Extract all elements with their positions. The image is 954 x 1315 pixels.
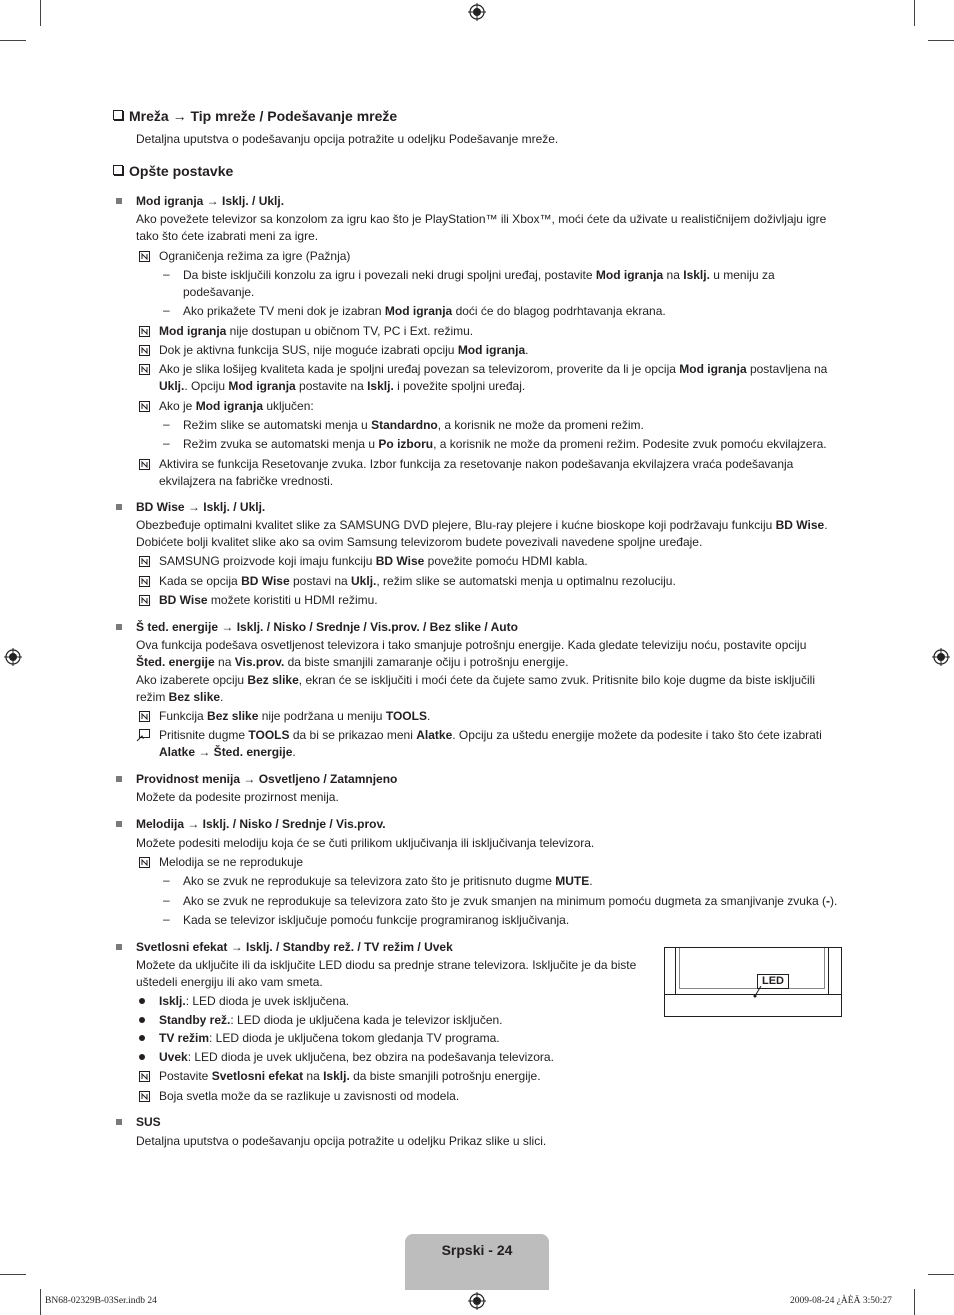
crop-mark	[0, 40, 26, 41]
note-icon	[139, 857, 150, 868]
dot-item: Isklj.: LED dioda je uvek isključena.	[159, 994, 350, 1008]
note-icon	[139, 364, 150, 375]
paragraph: Dobićete bolji kvalitet slike ako sa ovim Samsung televizorom budete povezivali navedene spoljne uređaje.	[136, 535, 703, 549]
paragraph: Ako izaberete opciju Bez slike, ekran će se isključiti i moći ćete da čujete samo zvuk. Pritisnite bilo koje dugme da biste isključili	[136, 673, 815, 687]
paragraph: tako što ćete izabrati meni za igre.	[136, 229, 319, 243]
item-heading: SUS	[136, 1115, 161, 1129]
paragraph: Detaljna uputstva o podešavanju opcija potražite u odeljku Prikaz slike u slici.	[136, 1134, 547, 1148]
square-bullet-icon	[116, 1119, 122, 1125]
dot-item: TV režim: LED dioda je uključena tokom gledanja TV programa.	[159, 1031, 500, 1045]
paragraph: režim Bez slike.	[136, 690, 224, 704]
led-label: LED	[757, 974, 789, 989]
dash-item: Da biste isključili konzolu za igru i povezali neki drugi spoljni uređaj, postavite Mod igranja na Isklj. u meniju za	[183, 268, 775, 282]
dot-item: Standby rež.: LED dioda je uključena kada je televizor isključen.	[159, 1013, 503, 1027]
paragraph: Možete da podesite prozirnost menija.	[136, 790, 339, 804]
note-text: Funkcija Bez slike nije podržana u meniju TOOLS.	[159, 709, 431, 723]
section-title: Mreža → Tip mreže / Podešavanje mreže	[113, 108, 397, 126]
checkbox-square-icon	[113, 165, 123, 175]
dash-item: Ako prikažete TV meni dok je izabran Mod igranja doći će do blagog podrhtavanja ekrana.	[183, 304, 666, 318]
dash-item: Ako se zvuk ne reprodukuje sa televizora zato što je pritisnuto dugme MUTE.	[183, 874, 593, 888]
note-icon	[139, 595, 150, 606]
dot-item: Uvek: LED dioda je uvek uključena, bez obzira na podešavanja televizora.	[159, 1050, 554, 1064]
item-heading: Š ted. energije → Isklj. / Nisko / Srednje / Vis.prov. / Bez slike / Auto	[136, 620, 518, 634]
paragraph: Možete da uključite ili da isključite LED diodu sa prednje strane televizora. Isključite je da biste	[136, 958, 637, 972]
tv-led-illustration	[664, 947, 842, 1017]
note-text: Dok je aktivna funkcija SUS, nije moguće izabrati opciju Mod igranja.	[159, 343, 529, 357]
square-bullet-icon	[116, 504, 122, 510]
registration-mark-icon	[932, 648, 950, 666]
dash-item: Ako se zvuk ne reprodukuje sa televizora zato što je zvuk smanjen na minimum pomoću dugmeta za smanjivanje zvuka (-).	[183, 894, 838, 908]
note-icon	[139, 576, 150, 587]
note-icon	[139, 459, 150, 470]
print-date-info: 2009-08-24 ¿ÀÈÄ 3:50:27	[790, 1296, 892, 1306]
dash-bullet: –	[163, 912, 170, 926]
page-number: Srpski - 24	[441, 1242, 513, 1258]
note-text: SAMSUNG proizvode koji imaju funkciju BD Wise povežite pomoću HDMI kabla.	[159, 554, 588, 568]
section-title: Opšte postavke	[113, 163, 233, 181]
note-text: Kada se opcija BD Wise postavi na Uklj., režim slike se automatski menja u optimalnu rezoluciju.	[159, 574, 676, 588]
note-text: Mod igranja nije dostupan u običnom TV, PC i Ext. režimu.	[159, 324, 474, 338]
paragraph: Ova funkcija podešava osvetljenost televizora i tako smanjuje potrošnju energije. Kada gledate televiziju noću, postavite opciju	[136, 638, 807, 652]
square-bullet-icon	[116, 624, 122, 630]
note-icon	[139, 1071, 150, 1082]
print-file-info: BN68-02329B-03Ser.indb 24	[45, 1296, 157, 1306]
square-bullet-icon	[116, 776, 122, 782]
paragraph: Šted. energije na Vis.prov. da biste smanjili zamaranje očiju i potrošnju energije.	[136, 655, 569, 669]
paragraph: Obezbeđuje optimalni kvalitet slike za SAMSUNG DVD plejere, Blu-ray plejere i kućne bioskope koji podržavaju funkciju BD Wise.	[136, 518, 828, 532]
note-icon	[139, 345, 150, 356]
dash-bullet: –	[163, 873, 170, 887]
note-icon	[139, 401, 150, 412]
dot-bullet-icon	[139, 1054, 145, 1060]
note-text-cont: ekvilajzera na fabričke vrednosti.	[159, 474, 334, 488]
tools-text-cont: Alatke → Šted. energije.	[159, 745, 296, 759]
item-heading: Mod igranja → Isklj. / Uklj.	[136, 194, 285, 208]
registration-mark-icon	[4, 648, 22, 666]
note-text: Postavite Svetlosni efekat na Isklj. da biste smanjili potrošnju energije.	[159, 1069, 541, 1083]
dot-bullet-icon	[139, 1035, 145, 1041]
dash-item: Režim slike se automatski menja u Standardno, a korisnik ne može da promeni režim.	[183, 418, 644, 432]
item-heading: BD Wise → Isklj. / Uklj.	[136, 500, 266, 514]
note-icon	[139, 326, 150, 337]
tv-screen-inner	[679, 948, 825, 989]
dash-bullet: –	[163, 436, 170, 450]
note-icon	[139, 556, 150, 567]
note-icon	[139, 251, 150, 262]
dash-item: Režim zvuka se automatski menja u Po izboru, a korisnik ne može da promeni režim. Podesite zvuk pomoću ekvilajzera.	[183, 437, 827, 451]
paragraph: uštedeli energiju ili ako vam smeta.	[136, 975, 323, 989]
dash-item-cont: podešavanje.	[183, 285, 255, 299]
section-body: Detaljna uputstva o podešavanju opcija potražite u odeljku Podešavanje mreže.	[136, 132, 559, 146]
crop-mark	[928, 1274, 954, 1275]
square-bullet-icon	[116, 821, 122, 827]
dash-item: Kada se televizor isključuje pomoću funkcije programiranog isključivanja.	[183, 913, 570, 927]
dash-bullet: –	[163, 417, 170, 431]
note-text: Ako je slika lošijeg kvaliteta kada je spoljni uređaj povezan sa televizorom, proverite da li je opcija Mod igranja postavljena na	[159, 362, 828, 376]
crop-mark	[914, 0, 915, 26]
note-text: Aktivira se funkcija Resetovanje zvuka. Izbor funkcija za resetovanje nakon podešavanja ekvilajzera vraća podešavanja	[159, 457, 794, 471]
crop-mark	[928, 40, 954, 41]
dash-bullet: –	[163, 267, 170, 281]
dot-bullet-icon	[139, 1017, 145, 1023]
square-bullet-icon	[116, 944, 122, 950]
note-icon	[139, 1091, 150, 1102]
square-bullet-icon	[116, 198, 122, 204]
note-text: BD Wise možete koristiti u HDMI režimu.	[159, 593, 378, 607]
note-text: Ako je Mod igranja uključen:	[159, 399, 314, 413]
crop-mark	[40, 1289, 41, 1315]
note-text-cont: Uklj.. Opciju Mod igranja postavite na Isklj. i povežite spoljni uređaj.	[159, 379, 526, 393]
tools-text: Pritisnite dugme TOOLS da bi se prikazao meni Alatke. Opciju za uštedu energije možete da podesite i tako što ćete izabrati	[159, 728, 822, 742]
registration-mark-icon	[468, 1292, 486, 1310]
crop-mark	[0, 1274, 26, 1275]
note-text: Boja svetla može da se razlikuje u zavisnosti od modela.	[159, 1089, 460, 1103]
item-heading: Svetlosni efekat → Isklj. / Standby rež. / TV režim / Uvek	[136, 940, 453, 954]
dash-bullet: –	[163, 893, 170, 907]
crop-mark	[914, 1289, 915, 1315]
dash-bullet: –	[163, 303, 170, 317]
dot-bullet-icon	[139, 998, 145, 1004]
led-pointer-icon	[747, 986, 763, 998]
tools-icon	[136, 729, 150, 742]
note-text: Melodija se ne reprodukuje	[159, 855, 304, 869]
registration-mark-icon	[468, 3, 486, 21]
item-heading: Melodija → Isklj. / Nisko / Srednje / Vis.prov.	[136, 817, 386, 831]
note-text: Ograničenja režima za igre (Pažnja)	[159, 249, 351, 263]
checkbox-square-icon	[113, 110, 123, 120]
paragraph: Ako povežete televizor sa konzolom za igru kao što je PlayStation™ ili Xbox™, moći ćete da uživate u realističnijem doživljaju igre	[136, 212, 827, 226]
item-heading: Providnost menija → Osvetljeno / Zatamnjeno	[136, 772, 398, 786]
note-icon	[139, 711, 150, 722]
paragraph: Možete podesiti melodiju koja će se čuti prilikom uključivanja ili isključivanja televizora.	[136, 836, 595, 850]
crop-mark	[40, 0, 41, 26]
